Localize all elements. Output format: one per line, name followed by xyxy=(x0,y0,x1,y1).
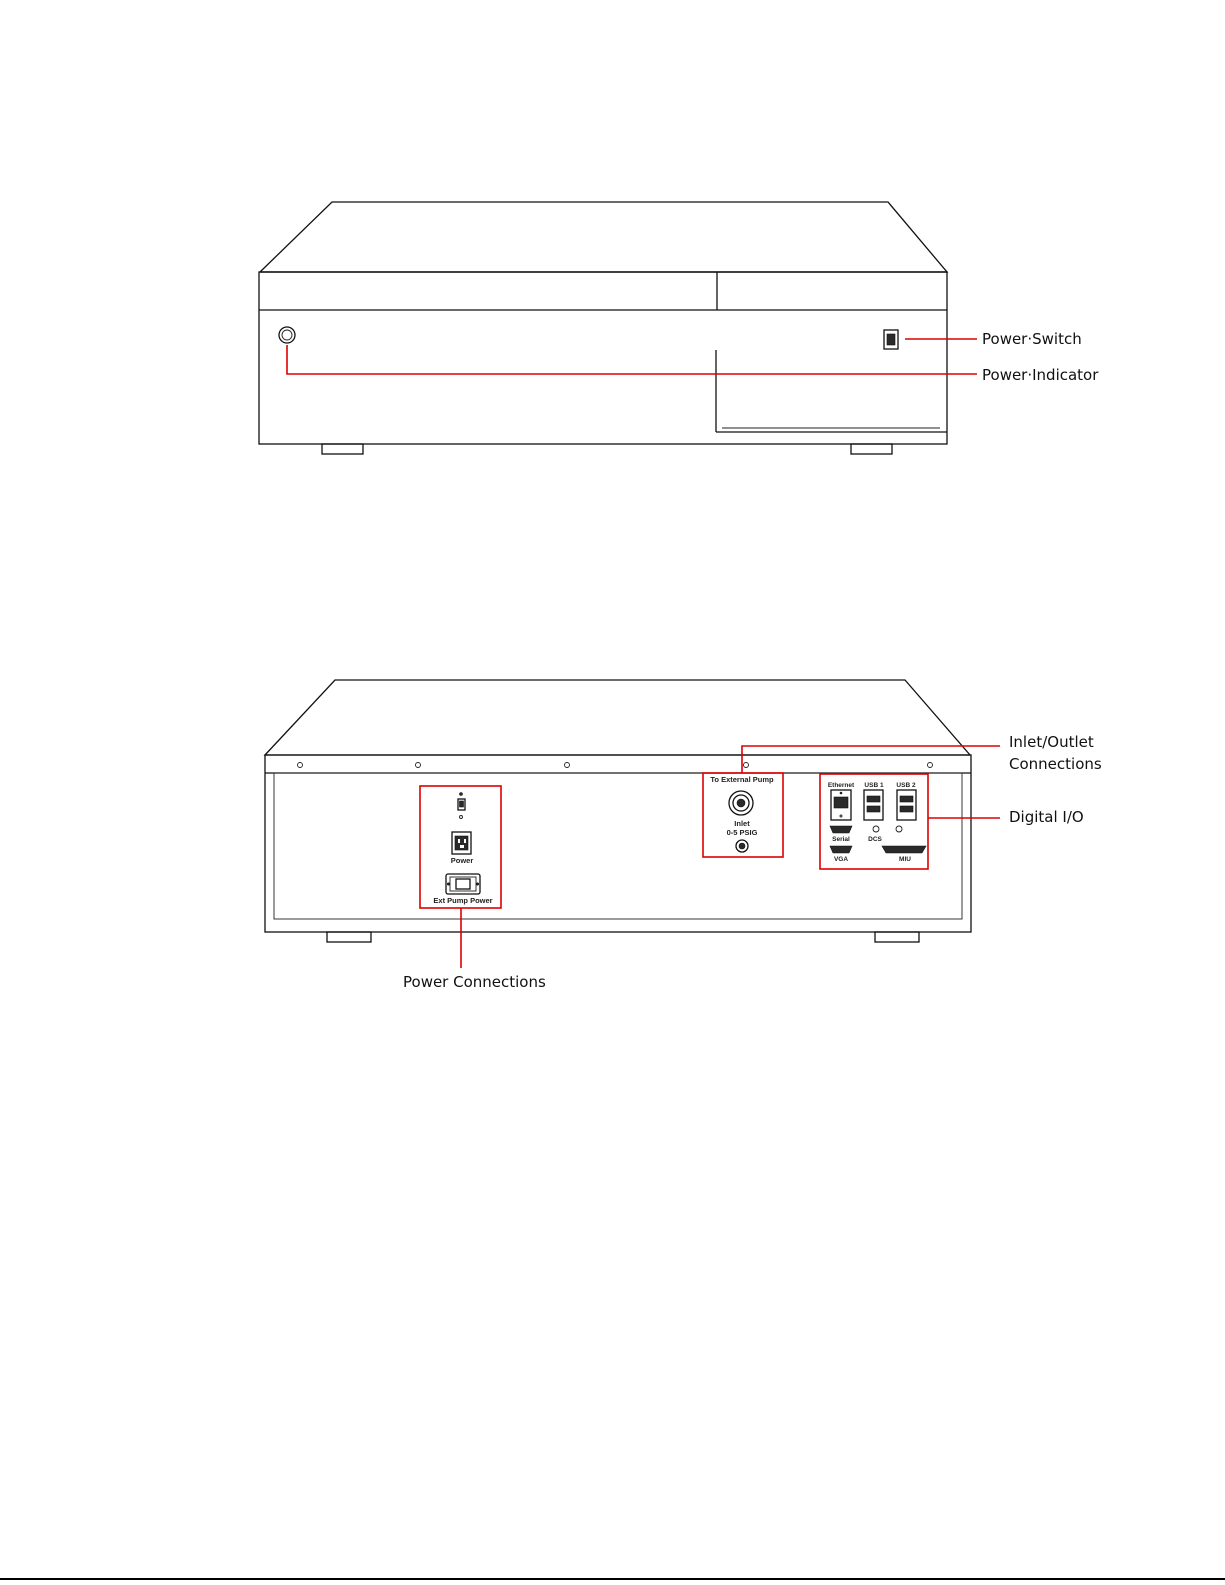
serial-label: Serial xyxy=(832,836,850,843)
usb1-label: USB 1 xyxy=(864,782,884,789)
power-indicator-icon xyxy=(279,327,295,343)
dcs-connector-icon xyxy=(873,826,902,832)
rear-screws xyxy=(298,763,933,768)
inlet-outlet-callout-line2: Connections xyxy=(1009,755,1102,773)
power-switch-icon xyxy=(884,330,898,349)
front-top-surface xyxy=(260,202,947,272)
usb1-port-icon xyxy=(864,790,883,820)
front-foot-right xyxy=(851,444,892,454)
rear-view xyxy=(265,680,1102,991)
rear-inner-panel xyxy=(274,773,962,919)
front-body xyxy=(259,272,947,444)
ethernet-port-icon xyxy=(831,790,851,820)
power-switch-callout: Power·Switch xyxy=(982,330,1082,348)
inlet-pressure-label: 0-5 PSIG xyxy=(726,828,758,837)
ext-pump-power-outlet-icon xyxy=(446,874,480,894)
power-inlet-icon xyxy=(452,832,471,854)
miu-port-icon xyxy=(882,846,926,853)
dcs-label: DCS xyxy=(868,836,882,843)
inlet-fitting-icon xyxy=(729,791,753,815)
vga-port-icon xyxy=(830,846,852,853)
outlet-fitting-icon xyxy=(736,840,748,852)
miu-label: MIU xyxy=(899,856,911,863)
power-indicator-callout: Power·Indicator xyxy=(982,366,1099,384)
rear-power-switch-icon xyxy=(458,793,465,819)
rear-top-surface xyxy=(265,680,970,755)
power-connections-callout: Power Connections xyxy=(403,973,546,991)
digital-io-callout: Digital I/O xyxy=(1009,808,1084,826)
to-external-pump-label: To External Pump xyxy=(710,775,774,784)
power-indicator-callout-line xyxy=(287,345,977,374)
vga-label: VGA xyxy=(833,856,849,863)
serial-port-icon xyxy=(830,826,852,833)
page-bottom-rule xyxy=(0,1578,1225,1580)
inlet-outlet-callout: Inlet/Outlet xyxy=(1009,733,1094,751)
inlet-outlet-callout-line xyxy=(742,746,1000,773)
rear-foot-right xyxy=(875,932,919,942)
front-view xyxy=(259,202,1099,454)
front-foot-left xyxy=(322,444,363,454)
usb2-port-icon xyxy=(897,790,916,820)
usb2-label: USB 2 xyxy=(896,782,916,789)
rear-foot-left xyxy=(327,932,371,942)
ethernet-label: Ethernet xyxy=(827,782,855,789)
power-label: Power xyxy=(450,856,474,865)
inlet-label: Inlet xyxy=(734,819,750,828)
ext-pump-power-label: Ext Pump Power xyxy=(433,896,493,905)
